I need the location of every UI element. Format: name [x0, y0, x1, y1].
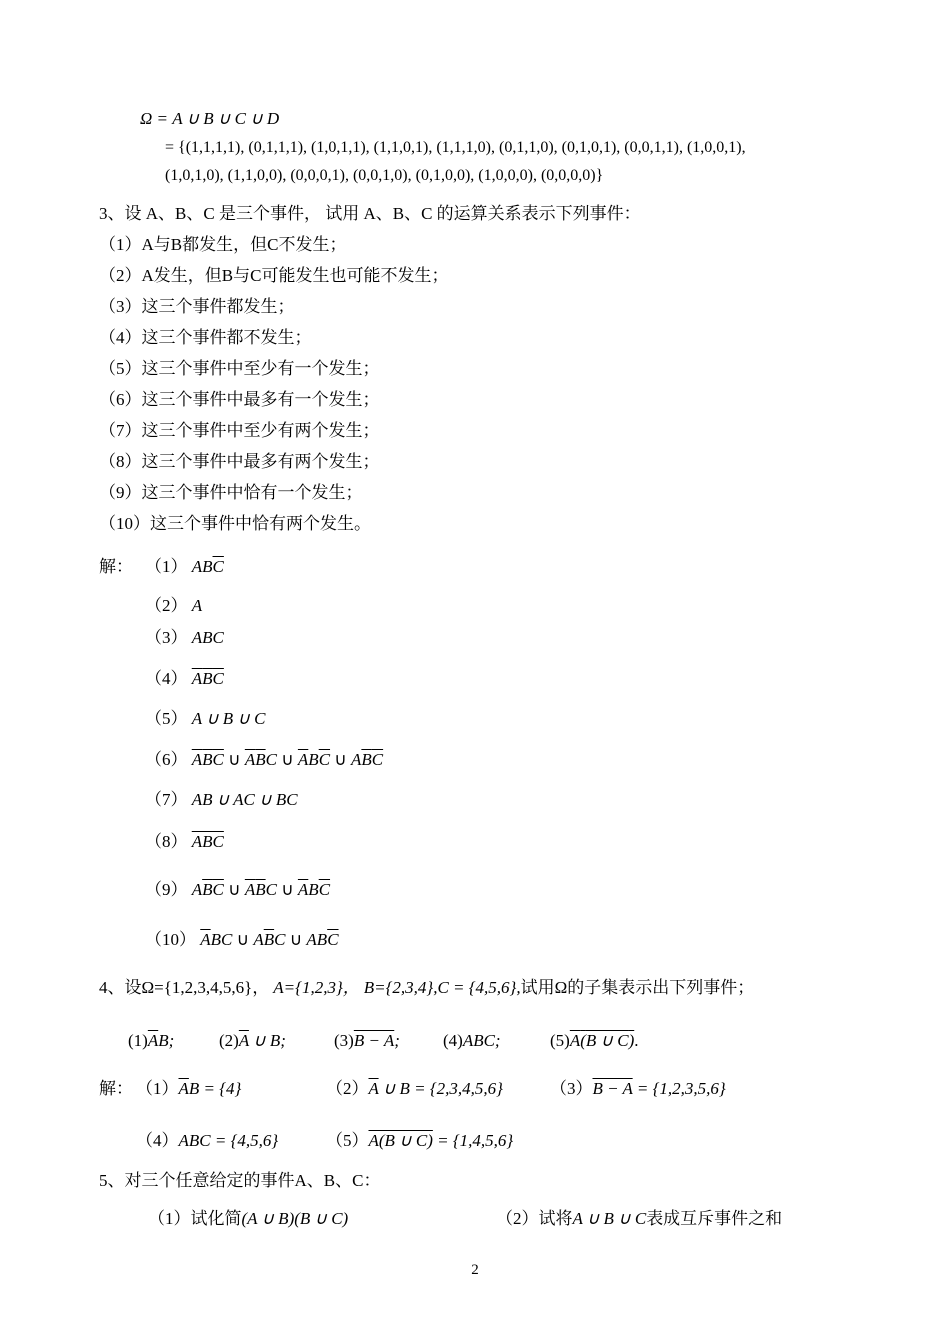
t: （4）	[136, 1131, 179, 1150]
sol4-answer-2	[326, 1078, 503, 1100]
sol4-answer-4	[136, 1130, 278, 1152]
t: .	[634, 1031, 639, 1050]
q3-item-2: （2）A发生，但B与C可能发生也可能不发生；	[99, 266, 449, 285]
expr	[192, 880, 330, 899]
page-number: 2	[471, 1262, 479, 1278]
q3-item-6: （6）这三个事件中最多有一个发生；	[99, 390, 380, 409]
omega-line-1: Ω = A ∪ B ∪ C ∪ D	[140, 109, 280, 128]
q4-item-3	[334, 1030, 400, 1052]
t: A={1,2,3}，	[273, 978, 360, 997]
t: ∪	[330, 750, 351, 769]
sol3-answer-4	[145, 668, 224, 690]
t: B;	[158, 1031, 175, 1050]
num: （6）	[145, 750, 188, 769]
q3-item-1: （1）A与B都发生，但C不发生；	[99, 235, 347, 254]
t: （2）试将	[496, 1209, 573, 1228]
bar-B: $\overline{B}$	[202, 669, 213, 688]
omega-line-3: (1,0,1,0), (1,1,0,0), (0,0,0,1), (0,0,1,0), (0,1,0,0), (1,0,0,0), (0,0,0,0)}	[165, 167, 604, 184]
t: A	[350, 750, 362, 769]
sol3-answer-8	[145, 831, 224, 853]
t: $\overline{A}$	[191, 750, 203, 769]
t: C = {4,5,6},	[437, 978, 521, 997]
t: $\overline{A}$	[244, 750, 256, 769]
t: A(B ∪ C)	[368, 1131, 433, 1150]
q5-title: 5、对三个任意给定的事件A、B、C：	[99, 1171, 381, 1190]
q4-item-2	[219, 1030, 286, 1052]
t: $\overline{A}$	[238, 1031, 249, 1050]
t: A	[191, 880, 203, 899]
t: A	[569, 1031, 581, 1050]
t: Ω	[554, 978, 568, 997]
t: Ω={1,2,3,4,5,6}，	[141, 978, 270, 997]
t: C	[265, 750, 277, 769]
bar-A: $\overline{A}$	[191, 669, 203, 688]
t: $\overline{B}$	[202, 880, 213, 899]
t: $\overline{C}$	[327, 930, 339, 949]
t: )	[628, 1031, 635, 1050]
expr: A ∪ B ∪ C	[191, 709, 266, 728]
sol3-label: 解：	[99, 557, 133, 576]
sol4-label: 解：	[99, 1079, 133, 1098]
sol3-answer-1	[145, 556, 224, 578]
q3-item-9: （9）这三个事件中恰有一个发生；	[99, 483, 363, 502]
t: $\overline{A}$	[368, 1079, 379, 1098]
q4-item-1	[128, 1030, 174, 1052]
t: ∪	[276, 880, 298, 899]
q4-item-5	[550, 1030, 638, 1052]
t: ∪	[232, 930, 254, 949]
t: $\overline{A}$	[200, 930, 211, 949]
t: = {1,4,5,6}	[432, 1131, 514, 1150]
t: $\overline{C}$	[318, 880, 331, 899]
expr: AB ∪ AC ∪ BC	[191, 790, 298, 809]
num: （1）	[145, 557, 188, 576]
q3-item-8: （8）这三个事件中最多有两个发生；	[99, 452, 380, 471]
num: （9）	[145, 880, 188, 899]
q3-title: 3、设 A、B、C 是三个事件， 试用 A、B、C 的运算关系表示下列事件：	[99, 204, 641, 223]
expr: AB	[191, 557, 213, 576]
t: （3）	[550, 1079, 593, 1098]
t: 试用	[520, 978, 555, 997]
num: （5）	[145, 709, 188, 728]
t: $\overline{B}$	[255, 750, 266, 769]
expr	[192, 669, 224, 688]
t: ∪	[285, 930, 307, 949]
t: $\overline{A}$	[244, 880, 256, 899]
t	[570, 1031, 634, 1050]
t: C	[221, 930, 233, 949]
t: $\overline{B}$	[202, 750, 213, 769]
t: = {1,2,3,5,6}	[632, 1079, 726, 1098]
q3-item-4: （4）这三个事件都不发生；	[99, 328, 312, 347]
sol4-answer-1	[136, 1078, 241, 1100]
q4-title	[99, 977, 754, 999]
t: 4、设	[99, 978, 142, 997]
t: B	[316, 930, 328, 949]
t: $\overline{C}$	[371, 750, 384, 769]
expr	[200, 930, 338, 949]
num: （3）	[145, 628, 188, 647]
t: ∪ B;	[248, 1031, 286, 1050]
t: $\overline{B}$	[263, 930, 275, 949]
q5-item-1	[148, 1208, 348, 1230]
sol3-answer-6	[145, 749, 383, 771]
num: （8）	[145, 832, 188, 851]
sol3-answer-9	[145, 879, 330, 901]
t: $\overline{A}$	[297, 750, 309, 769]
t: 的子集表示出下列事件；	[567, 978, 755, 997]
t: (4)	[443, 1031, 463, 1050]
t: （1）试化简	[148, 1209, 242, 1228]
num: （4）	[145, 669, 188, 688]
t: ∪	[223, 750, 245, 769]
num: （10）	[145, 930, 196, 949]
t: (A ∪ B)(B ∪ C)	[241, 1209, 349, 1228]
t: $\overline{C}$	[212, 750, 224, 769]
t: ;	[394, 1031, 400, 1050]
t: $\overline{A}$	[297, 880, 309, 899]
t: A	[253, 930, 264, 949]
t: B	[210, 930, 222, 949]
t: B − A	[353, 1031, 395, 1050]
t: ∪ B = {2,3,4,5,6}	[378, 1079, 503, 1098]
sol3-answer-10	[145, 929, 339, 951]
q3-item-7: （7）这三个事件中至少有两个发生；	[99, 421, 380, 440]
bar-C: $\overline{C}$	[212, 669, 224, 688]
t: $\overline{A}$	[147, 1031, 159, 1050]
t: (	[580, 1031, 586, 1050]
q5-item-2	[496, 1208, 782, 1230]
t: (5)	[550, 1031, 570, 1050]
q3-item-5: （5）这三个事件中至少有一个发生；	[99, 359, 380, 378]
expr: A	[191, 596, 203, 615]
sol3-answer-5	[145, 708, 265, 730]
t: B	[308, 750, 319, 769]
t: ∪	[223, 880, 245, 899]
t: A	[306, 930, 317, 949]
sol4-answer-3	[550, 1078, 726, 1100]
t: B={2,3,4},	[363, 978, 438, 997]
t: （5）	[326, 1131, 369, 1150]
num: （2）	[145, 596, 188, 615]
t: (1)	[128, 1031, 148, 1050]
t: (2)	[219, 1031, 239, 1050]
t: ABC;	[462, 1031, 501, 1050]
expr	[192, 750, 383, 769]
t: A ∪ B ∪ C	[572, 1209, 647, 1228]
t: （1）	[136, 1079, 179, 1098]
sol3-answer-7	[145, 789, 298, 811]
q4-item-4	[443, 1030, 501, 1052]
sol3-answer-2	[145, 595, 202, 617]
t: ABC = {4,5,6}	[178, 1131, 279, 1150]
t: B	[308, 880, 319, 899]
sol3-answer-3	[145, 627, 224, 649]
t: $\overline{C}$	[318, 750, 331, 769]
expr-bar: $\overline{C}$	[212, 557, 224, 576]
t: $\overline{B}$	[255, 880, 266, 899]
t: $\overline{C}$	[212, 880, 224, 899]
q3-item-10: （10）这三个事件中恰有两个发生。	[99, 514, 371, 533]
t: C	[265, 880, 277, 899]
sol4-answer-5	[326, 1130, 513, 1152]
t: $\overline{A}$	[178, 1079, 189, 1098]
omega-line-2: = {(1,1,1,1), (0,1,1,1), (1,0,1,1), (1,1,0,1), (1,1,1,0), (0,1,1,0), (0,1,0,1), (0,0,1,1), (1,0,0,1),	[165, 139, 746, 156]
t: $\overline{B}$	[361, 750, 372, 769]
q3-item-3: （3）这三个事件都发生；	[99, 297, 295, 316]
t: ∪	[276, 750, 298, 769]
t: C	[274, 930, 286, 949]
expr: $\overline{ABC}$	[191, 832, 224, 851]
t: B ∪ C	[585, 1031, 629, 1050]
t: B = {4}	[188, 1079, 242, 1098]
t: 表成互斥事件之和	[646, 1209, 783, 1228]
t: (3)	[334, 1031, 354, 1050]
t: B − A	[592, 1079, 633, 1098]
expr: ABC	[191, 628, 224, 647]
num: （7）	[145, 790, 188, 809]
t: （2）	[326, 1079, 369, 1098]
